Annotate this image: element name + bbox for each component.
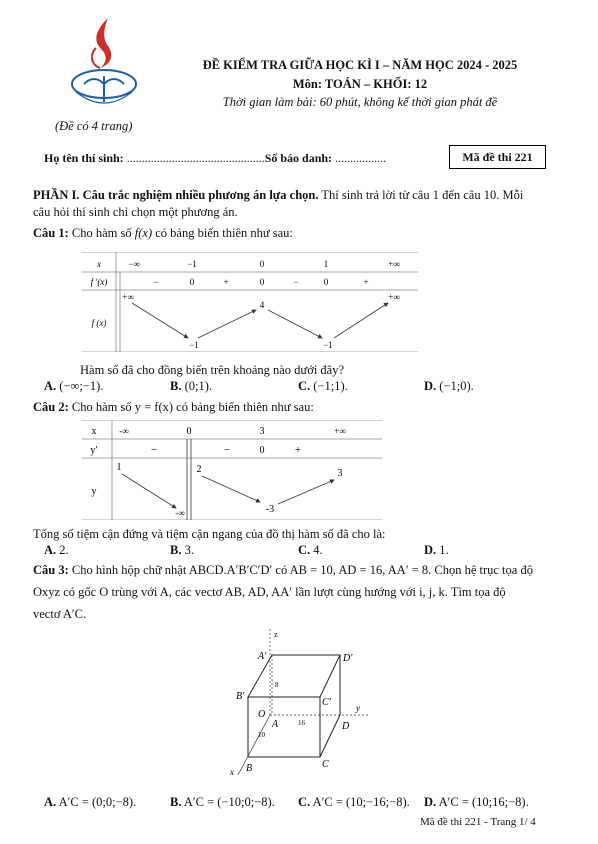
q1-sign: 0 bbox=[323, 277, 329, 287]
q3-option-letter: B. bbox=[170, 795, 182, 809]
q1-option-d[interactable] bbox=[424, 379, 474, 394]
q2-variation-table bbox=[82, 420, 382, 520]
q1-x-value: 0 bbox=[259, 259, 265, 269]
q2-y-value: 3 bbox=[337, 468, 343, 479]
q1-option-letter: B. bbox=[170, 379, 182, 393]
q3-option-letter: D. bbox=[424, 795, 437, 809]
q2-option-text: 3. bbox=[184, 543, 194, 557]
q2-option-letter: A. bbox=[44, 543, 57, 557]
q2-row-yp: y′ bbox=[90, 445, 98, 456]
section-1-instruction-1: Thí sinh trả lời từ câu 1 đến câu 10. Mỗi bbox=[321, 188, 524, 202]
q2-x-value: 0 bbox=[186, 426, 192, 437]
q1-option-text: (0;1). bbox=[184, 379, 213, 393]
q3-label-b: B bbox=[246, 763, 253, 774]
q3-line-1: Cho hình hộp chữ nhật ABCD.A′B′C′D′ có AB = 10, AD = 16, AA′ = 8. Chọn hệ trục tọa độ bbox=[71, 563, 533, 577]
q1-option-c[interactable] bbox=[298, 379, 348, 394]
q1-sign: 0 bbox=[189, 277, 195, 287]
id-label: Số báo danh: bbox=[264, 151, 333, 165]
q3-option-text: A′C = (10;16;−8). bbox=[438, 795, 529, 809]
q3-label-a: A bbox=[272, 719, 279, 730]
q1-option-letter: D. bbox=[424, 379, 437, 393]
q2-option-text: 2. bbox=[59, 543, 69, 557]
q1-option-text: (−1;0). bbox=[439, 379, 474, 393]
q2-text: Cho hàm số y = f(x) có bảng biến thiên như sau: bbox=[71, 400, 314, 414]
q1-stem bbox=[33, 225, 293, 242]
school-logo bbox=[62, 14, 146, 114]
q1-row-f: f (x) bbox=[91, 318, 107, 328]
exam-title: ĐỀ KIỂM TRA GIỮA HỌC KÌ I – NĂM HỌC 2024 - 2025 bbox=[202, 58, 518, 72]
q3-label-c1: C′ bbox=[322, 697, 331, 708]
q3-stem bbox=[33, 559, 568, 625]
q3-label-c: C bbox=[322, 759, 329, 770]
q1-option-letter: C. bbox=[298, 379, 311, 393]
q3-line-3: vectơ A′C. bbox=[33, 607, 87, 621]
q2-y-value: 1 bbox=[116, 462, 122, 473]
q1-x-value: −∞ bbox=[128, 259, 140, 269]
q3-label-8: 8 bbox=[275, 681, 279, 689]
q3-option-letter: C. bbox=[298, 795, 311, 809]
q2-option-letter: B. bbox=[170, 543, 182, 557]
id-dots: ................. bbox=[335, 151, 387, 165]
q3-option-b[interactable] bbox=[170, 795, 275, 810]
section-1-instruction-2: câu hỏi thí sinh chỉ chọn một phương án. bbox=[33, 205, 238, 219]
q3-line-2: Oxyz có gốc O trùng với A, các vectơ AB, AD, AA′ lần lượt cùng hướng với i, j, k. Tìm tọa độ bbox=[33, 585, 506, 599]
q1-f-value: −1 bbox=[323, 340, 333, 350]
time-line: Thời gian làm bài: 60 phút, không kể thời gian phát đề bbox=[222, 95, 498, 109]
q3-label-d: D bbox=[342, 721, 350, 732]
q1-variation-table bbox=[82, 252, 418, 352]
q1-option-text: (−1;1). bbox=[313, 379, 348, 393]
q2-stem bbox=[33, 399, 314, 416]
q2-row-x: x bbox=[91, 426, 97, 437]
q1-option-a[interactable] bbox=[44, 379, 103, 394]
q3-option-text: A′C = (−10;0;−8). bbox=[183, 795, 275, 809]
q1-sign: + bbox=[223, 277, 229, 287]
q2-row-y: y bbox=[91, 486, 97, 497]
q2-sign: + bbox=[294, 444, 302, 456]
student-name-label: Họ tên thí sinh: bbox=[44, 151, 124, 165]
exam-code-box: Mã đề thi 221 bbox=[449, 145, 546, 169]
q1-row-fp: f ′(x) bbox=[90, 277, 108, 287]
q1-sign: − bbox=[293, 277, 299, 287]
q3-option-text: A′C = (10;−16;−8). bbox=[312, 795, 410, 809]
q3-label: Câu 3: bbox=[33, 563, 69, 577]
q2-option-letter: C. bbox=[298, 543, 311, 557]
q1-sign: − bbox=[153, 277, 159, 287]
q2-x-value: +∞ bbox=[334, 426, 346, 436]
q2-y-value: 2 bbox=[196, 464, 202, 475]
pages-note: (Đề có 4 trang) bbox=[55, 119, 133, 133]
q3-box-figure bbox=[220, 625, 380, 780]
q3-label-16: 16 bbox=[298, 719, 305, 727]
q1-text-post: có bảng biến thiên như sau: bbox=[155, 226, 293, 240]
q1-f-value: 4 bbox=[259, 300, 265, 310]
page-footer: Mã đề thi 221 - Trang 1/ 4 bbox=[420, 816, 536, 828]
q2-sign: − bbox=[223, 444, 231, 456]
student-info-line bbox=[44, 151, 386, 166]
student-name-dots: .............................................. bbox=[126, 151, 265, 165]
q3-label-z: z bbox=[274, 630, 278, 639]
q3-option-c[interactable] bbox=[298, 795, 410, 810]
q3-label-a1: A′ bbox=[258, 651, 267, 662]
q3-option-d[interactable] bbox=[424, 795, 529, 810]
q1-sign: 0 bbox=[259, 277, 265, 287]
q3-option-text: A′C = (0;0;−8). bbox=[58, 795, 137, 809]
q2-y-value: -3 bbox=[265, 504, 275, 515]
q3-option-letter: A. bbox=[44, 795, 57, 809]
q3-label-b1: B′ bbox=[236, 691, 245, 702]
section-1-intro bbox=[33, 187, 563, 221]
q2-question: Tổng số tiệm cận đứng và tiệm cận ngang của đồ thị hàm số đã cho là: bbox=[33, 527, 386, 541]
q3-label-y: y bbox=[356, 703, 360, 713]
q1-text-pre: Cho hàm số bbox=[71, 226, 132, 240]
q1-f-value: +∞ bbox=[388, 292, 400, 302]
q2-option-d[interactable] bbox=[424, 543, 449, 558]
q1-fx: f(x) bbox=[134, 226, 153, 240]
q3-option-a[interactable] bbox=[44, 795, 136, 810]
q1-f-value: −1 bbox=[189, 340, 199, 350]
q1-option-text: (−∞;−1). bbox=[59, 379, 104, 393]
q1-option-b[interactable] bbox=[170, 379, 212, 394]
q2-option-text: 1. bbox=[439, 543, 449, 557]
q3-label-o: O bbox=[258, 709, 266, 720]
q1-x-value: 1 bbox=[323, 259, 329, 269]
q1-option-letter: A. bbox=[44, 379, 57, 393]
q2-y-value: -∞ bbox=[175, 508, 185, 518]
q2-sign: 0 bbox=[259, 445, 265, 456]
q3-label-10: 10 bbox=[258, 731, 265, 739]
q2-option-b[interactable] bbox=[170, 543, 194, 558]
q3-label-x: x bbox=[230, 767, 234, 777]
q2-x-value: -∞ bbox=[119, 426, 129, 436]
q3-label-d1: D′ bbox=[343, 653, 353, 664]
q2-x-value: 3 bbox=[259, 426, 265, 437]
q2-option-a[interactable] bbox=[44, 543, 69, 558]
q1-f-value: +∞ bbox=[122, 292, 134, 302]
q2-option-letter: D. bbox=[424, 543, 437, 557]
q1-row-x: x bbox=[97, 259, 101, 269]
q1-sign: + bbox=[363, 277, 369, 287]
q1-question: Hàm số đã cho đồng biến trên khoảng nào dưới đây? bbox=[80, 363, 345, 377]
q2-label: Câu 2: bbox=[33, 400, 69, 414]
subject-line: Môn: TOÁN – KHỐI: 12 bbox=[292, 77, 428, 91]
section-1-title: PHẦN I. Câu trắc nghiệm nhiều phương án lựa chọn. bbox=[33, 188, 319, 202]
q1-x-value: −1 bbox=[187, 259, 197, 269]
q1-label: Câu 1: bbox=[33, 226, 69, 240]
q2-option-c[interactable] bbox=[298, 543, 323, 558]
q1-x-value: +∞ bbox=[388, 259, 400, 269]
q2-sign: − bbox=[150, 444, 158, 456]
q2-option-text: 4. bbox=[313, 543, 323, 557]
